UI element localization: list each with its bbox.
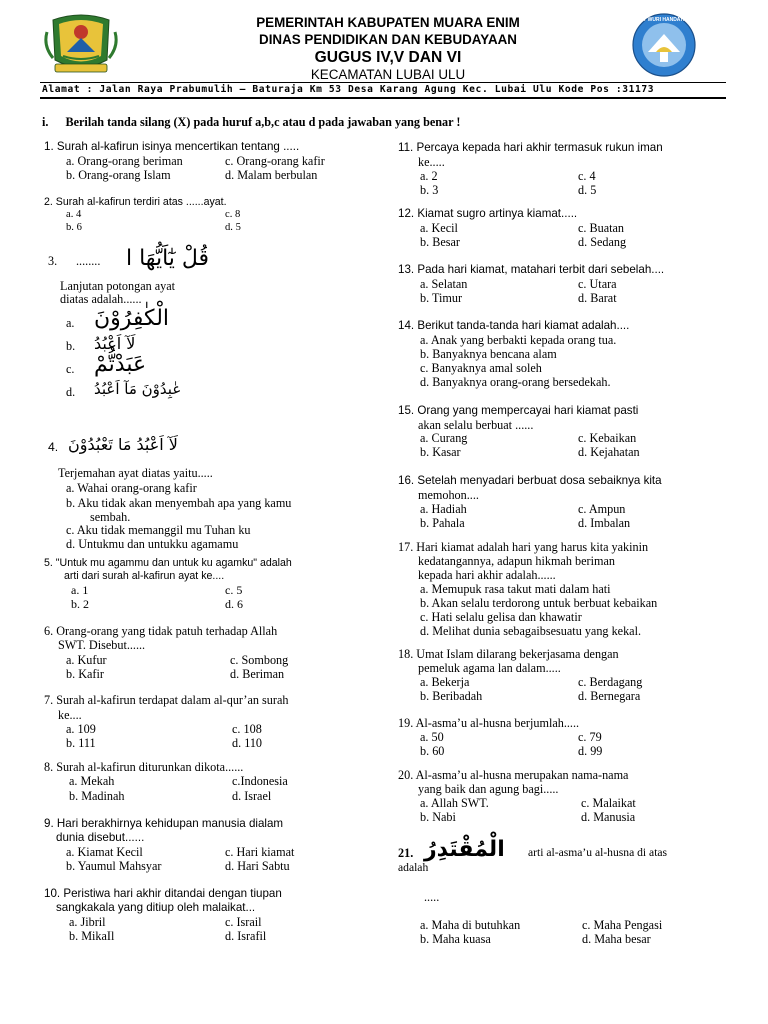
question-number: 4. xyxy=(48,440,59,454)
option-c[interactable]: c. Banyaknya amal soleh xyxy=(420,361,542,375)
option-d[interactable]: d. Kejahatan xyxy=(578,445,640,459)
option-d-arabic[interactable]: عٰبِدُوْنَ مَآ اَعْبُدُ xyxy=(94,380,182,398)
question-20 xyxy=(398,768,738,824)
question-stem: 19. Al-asma’u al-husna berjumlah..... xyxy=(398,716,580,730)
question-stem-line2: akan selalu berbuat ...... xyxy=(418,418,534,432)
option-b[interactable]: b. 3 xyxy=(420,183,439,197)
option-a[interactable]: a. Kecil xyxy=(420,221,458,235)
question-stem-line2: dunia disebut...... xyxy=(56,831,145,844)
option-c[interactable]: c. Maha Pengasi xyxy=(582,918,663,932)
option-a[interactable]: a. 109 xyxy=(66,722,96,736)
option-d[interactable]: d. Banyaknya orang-orang bersedekah. xyxy=(420,375,611,389)
option-d[interactable]: d. Untukmu dan untukku agamamu xyxy=(66,537,239,551)
question-stem-line2: SWT. Disebut...... xyxy=(58,638,146,652)
question-5 xyxy=(44,557,374,611)
option-c[interactable]: c. 5 xyxy=(225,583,243,597)
tut-wuri-handayani-logo xyxy=(626,12,702,78)
option-a[interactable]: a. Orang-orang beriman xyxy=(66,154,183,168)
option-a[interactable]: a. 50 xyxy=(420,730,444,744)
question-stem: 10. Peristiwa hari akhir ditandai dengan tiupan xyxy=(44,887,282,900)
school-address: Alamat : Jalan Raya Prabumulih – Baturaja Km 53 Desa Karang Agung Kec. Lubai Ulu Kode Pos :31173 xyxy=(42,84,655,95)
option-b[interactable]: b. Maha kuasa xyxy=(420,932,491,946)
option-a[interactable]: a. Memupuk rasa takut mati dalam hati xyxy=(420,582,611,596)
question-17 xyxy=(398,540,738,638)
option-c[interactable]: c. Malaikat xyxy=(581,796,636,810)
option-c[interactable]: c.Indonesia xyxy=(232,774,288,788)
option-c[interactable]: c. Orang-orang kafir xyxy=(225,154,325,168)
question-stem-line2: ke.... xyxy=(58,708,82,722)
option-a[interactable]: a. Maha di butuhkan xyxy=(420,918,521,932)
option-a[interactable]: a. xyxy=(66,316,75,330)
option-d[interactable]: d. Israfil xyxy=(225,929,267,943)
option-b[interactable]: b. Pahala xyxy=(420,516,465,530)
question-16 xyxy=(398,474,738,530)
option-d[interactable]: d. Bernegara xyxy=(578,689,641,703)
option-d[interactable]: d. Imbalan xyxy=(578,516,631,530)
option-c[interactable]: c. Kebaikan xyxy=(578,431,637,445)
option-d[interactable]: d. Manusia xyxy=(581,810,636,824)
option-d[interactable]: d. Beriman xyxy=(230,667,285,681)
header-line-cluster: GUGUS IV,V DAN VI xyxy=(314,49,462,66)
option-a[interactable]: a. Selatan xyxy=(420,277,468,291)
option-b[interactable]: b. Kasar xyxy=(420,445,461,459)
question-stem: 18. Umat Islam dilarang bekerjasama dengan xyxy=(398,647,619,661)
option-c[interactable]: c. Hati selalu gelisa dan khawatir xyxy=(420,610,582,624)
question-stem: 13. Pada hari kiamat, matahari terbit dari sebelah.... xyxy=(398,263,665,276)
option-c[interactable]: c. 79 xyxy=(578,730,602,744)
option-c[interactable]: c. Sombong xyxy=(230,653,289,667)
option-d[interactable]: d. Hari Sabtu xyxy=(225,859,290,873)
option-a[interactable]: a. Bekerja xyxy=(420,675,470,689)
instruction-text: Berilah tanda silang (X) pada huruf a,b,c atau d pada jawaban yang benar ! xyxy=(65,115,461,129)
question-stem-line2: arti dari surah al-kafirun ayat ke.... xyxy=(64,570,225,582)
question-dots: ........ xyxy=(76,254,101,268)
option-c[interactable]: c. Israil xyxy=(225,915,262,929)
option-d[interactable]: d. xyxy=(66,385,76,399)
option-b[interactable]: b. 2 xyxy=(71,597,89,611)
question-stem: 8. Surah al-kafirun diturunkan dikota...... xyxy=(44,760,244,774)
option-a[interactable]: a. Curang xyxy=(420,431,468,445)
question-18 xyxy=(398,647,738,703)
option-a[interactable]: a. Kiamat Kecil xyxy=(66,845,143,859)
option-d[interactable]: d. 110 xyxy=(232,736,263,750)
question-3 xyxy=(44,240,374,400)
option-c[interactable]: c. 8 xyxy=(225,209,241,220)
question-stem: 6. Orang-orang yang tidak patuh terhadap Allah xyxy=(44,624,278,638)
question-stem: 17. Hari kiamat adalah hari yang harus kita yakinin xyxy=(398,540,649,554)
option-c[interactable]: c. Aku tidak memanggil mu Tuhan ku xyxy=(66,523,251,537)
question-12 xyxy=(398,207,738,249)
option-d[interactable]: d. Sedang xyxy=(578,235,627,249)
header-line-department: DINAS PENDIDIKAN DAN KEBUDAYAAN xyxy=(259,32,517,47)
option-d[interactable]: d. Israel xyxy=(232,789,272,803)
option-c[interactable]: c. Buatan xyxy=(578,221,625,235)
header-rule-top xyxy=(40,82,726,83)
question-1 xyxy=(44,140,374,182)
option-b[interactable]: b. Akan selalu terdorong untuk berbuat kebaikan xyxy=(420,596,658,610)
question-stem-line2: yang baik dan agung bagi..... xyxy=(418,782,559,796)
question-9 xyxy=(44,817,374,873)
arabic-name: الْمُقْتَدِرُ xyxy=(424,837,505,862)
option-b[interactable]: b. MikaIl xyxy=(69,929,115,943)
option-c[interactable]: c. Berdagang xyxy=(578,675,643,689)
option-c[interactable]: c. xyxy=(66,362,75,376)
option-a[interactable]: a. 1 xyxy=(71,583,89,597)
question-stem: 5. "Untuk mu agammu dan untuk ku agamku" adalah xyxy=(44,557,292,569)
option-b[interactable]: b. Banyaknya bencana alam xyxy=(420,347,557,361)
option-d[interactable]: d. 5 xyxy=(225,222,241,233)
question-stem: 11. Percaya kepada hari akhir termasuk rukun iman xyxy=(398,141,663,154)
option-b[interactable]: b. Kafir xyxy=(66,667,104,681)
option-a-arabic[interactable]: الْكٰفِرُوْنَ xyxy=(94,306,170,331)
question-stem: 14. Berikut tanda-tanda hari kiamat adalah.... xyxy=(398,319,630,332)
option-b[interactable]: b. 111 xyxy=(66,736,96,750)
question-10 xyxy=(44,887,374,943)
question-21 xyxy=(398,834,738,954)
question-stem: 16. Setelah menyadari berbuat dosa sebaiknya kita xyxy=(398,474,662,487)
question-text-line1: Lanjutan potongan ayat xyxy=(60,279,176,293)
question-stem: 1. Surah al-kafirun isinya mencertikan tentang ..... xyxy=(44,140,300,153)
option-c[interactable]: c. Ampun xyxy=(578,502,626,516)
question-stem: 20. Al-asma’u al-husna merupakan nama-nama xyxy=(398,768,629,782)
option-a[interactable]: a. 4 xyxy=(66,209,82,220)
question-stem-line2: kedatangannya, adapun hikmah beriman xyxy=(418,554,615,568)
option-a[interactable]: a. Jibril xyxy=(69,915,106,929)
option-a[interactable]: a. 2 xyxy=(420,169,438,183)
question-stem-line3: kepada hari akhir adalah...... xyxy=(418,568,556,582)
option-b[interactable]: b. Besar xyxy=(420,235,460,249)
question-14 xyxy=(398,319,738,389)
question-2 xyxy=(44,196,374,233)
option-b[interactable]: b. Aku tidak akan menyembah apa yang kamu xyxy=(66,496,292,510)
option-a[interactable]: a. Anak yang berbakti kepada orang tua. xyxy=(420,333,617,347)
question-11 xyxy=(398,141,738,197)
option-d[interactable]: d. 6 xyxy=(225,597,243,611)
option-a[interactable]: a. Hadiah xyxy=(420,502,467,516)
question-stem-line2: memohon.... xyxy=(418,488,479,502)
option-b-arabic[interactable]: لَآ اَعْبُدُ xyxy=(94,334,136,353)
instruction-number: i. xyxy=(42,115,49,129)
question-13 xyxy=(398,263,738,305)
option-b[interactable]: b. Yaumul Mahsyar xyxy=(66,859,162,873)
option-d[interactable]: d. 99 xyxy=(578,744,603,758)
question-stem: 2. Surah al-kafirun terdiri atas ......ayat. xyxy=(44,196,227,208)
question-number: 3. xyxy=(48,254,58,268)
option-a[interactable]: a. Allah SWT. xyxy=(420,796,489,810)
question-stem: 12. Kiamat sugro artinya kiamat..... xyxy=(398,207,578,220)
option-d[interactable]: d. Melihat dunia sebagaibsesuatu yang kekal. xyxy=(420,624,642,638)
question-text: Terjemahan ayat diatas yaitu..... xyxy=(58,466,213,480)
regency-emblem-logo xyxy=(43,12,119,76)
option-b[interactable]: b. Timur xyxy=(420,291,463,305)
option-c[interactable]: c. Hari kiamat xyxy=(225,845,295,859)
option-b[interactable]: b. xyxy=(66,339,76,353)
arabic-verse: قُلْ يٰٓاَيُّهَا ا xyxy=(126,246,210,271)
header-line-government: PEMERINTAH KABUPATEN MUARA ENIM xyxy=(256,15,520,30)
question-stem-line2: sangkakala yang ditiup oleh malaikat... xyxy=(56,901,256,914)
option-d[interactable]: d. 5 xyxy=(578,183,597,197)
option-b[interactable]: b. Beribadah xyxy=(420,689,483,703)
question-8 xyxy=(44,760,374,803)
option-b[interactable]: b. 60 xyxy=(420,744,445,758)
option-c[interactable]: c. 108 xyxy=(232,722,262,736)
question-stem: 9. Hari berakhirnya kehidupan manusia dialam xyxy=(44,817,284,830)
instruction xyxy=(42,115,460,130)
option-b-continued: sembah. xyxy=(90,510,131,524)
question-stem: 15. Orang yang mempercayai hari kiamat pasti xyxy=(398,404,639,417)
option-a[interactable]: a. Kufur xyxy=(66,653,107,667)
option-d[interactable]: d. Malam berbulan xyxy=(225,168,318,182)
answer-dots: ..... xyxy=(424,890,440,904)
option-c[interactable]: c. Utara xyxy=(578,277,617,291)
question-number: 21. xyxy=(398,846,414,860)
option-c-arabic[interactable]: عَبَدْتُّمْ xyxy=(94,352,147,377)
question-6 xyxy=(44,624,374,681)
question-19 xyxy=(398,716,738,758)
option-c[interactable]: c. 4 xyxy=(578,169,596,183)
question-stem-line2: ke..... xyxy=(418,155,445,169)
option-b[interactable]: b. 6 xyxy=(66,222,82,233)
question-text-line2: diatas adalah...... xyxy=(60,292,142,306)
option-b[interactable]: b. Nabi xyxy=(420,810,456,824)
header-line-district: KECAMATAN LUBAI ULU xyxy=(310,67,466,82)
option-d[interactable]: d. Maha besar xyxy=(582,932,651,946)
option-a[interactable]: a. Mekah xyxy=(69,774,115,788)
question-stem-line2: adalah xyxy=(398,861,429,874)
question-stem-line2: pemeluk agama lan dalam..... xyxy=(418,661,561,675)
option-b[interactable]: b. Orang-orang Islam xyxy=(66,168,171,182)
option-d[interactable]: d. Barat xyxy=(578,291,617,305)
arabic-verse: لَآ اَعْبُدُ مَا تَعْبُدُوْنَ xyxy=(68,435,178,454)
logo-right-text: TUT WURI HANDAYANI xyxy=(636,17,692,23)
option-a[interactable]: a. Wahai orang-orang kafir xyxy=(66,481,197,495)
question-7 xyxy=(44,693,374,750)
question-15 xyxy=(398,404,738,459)
header-rule-bottom xyxy=(40,97,726,99)
question-stem: 7. Surah al-kafirun terdapat dalam al-qur’an surah xyxy=(44,693,289,707)
question-stem: arti al-asma’u al-husna di atas xyxy=(528,846,668,859)
option-b[interactable]: b. Madinah xyxy=(69,789,125,803)
